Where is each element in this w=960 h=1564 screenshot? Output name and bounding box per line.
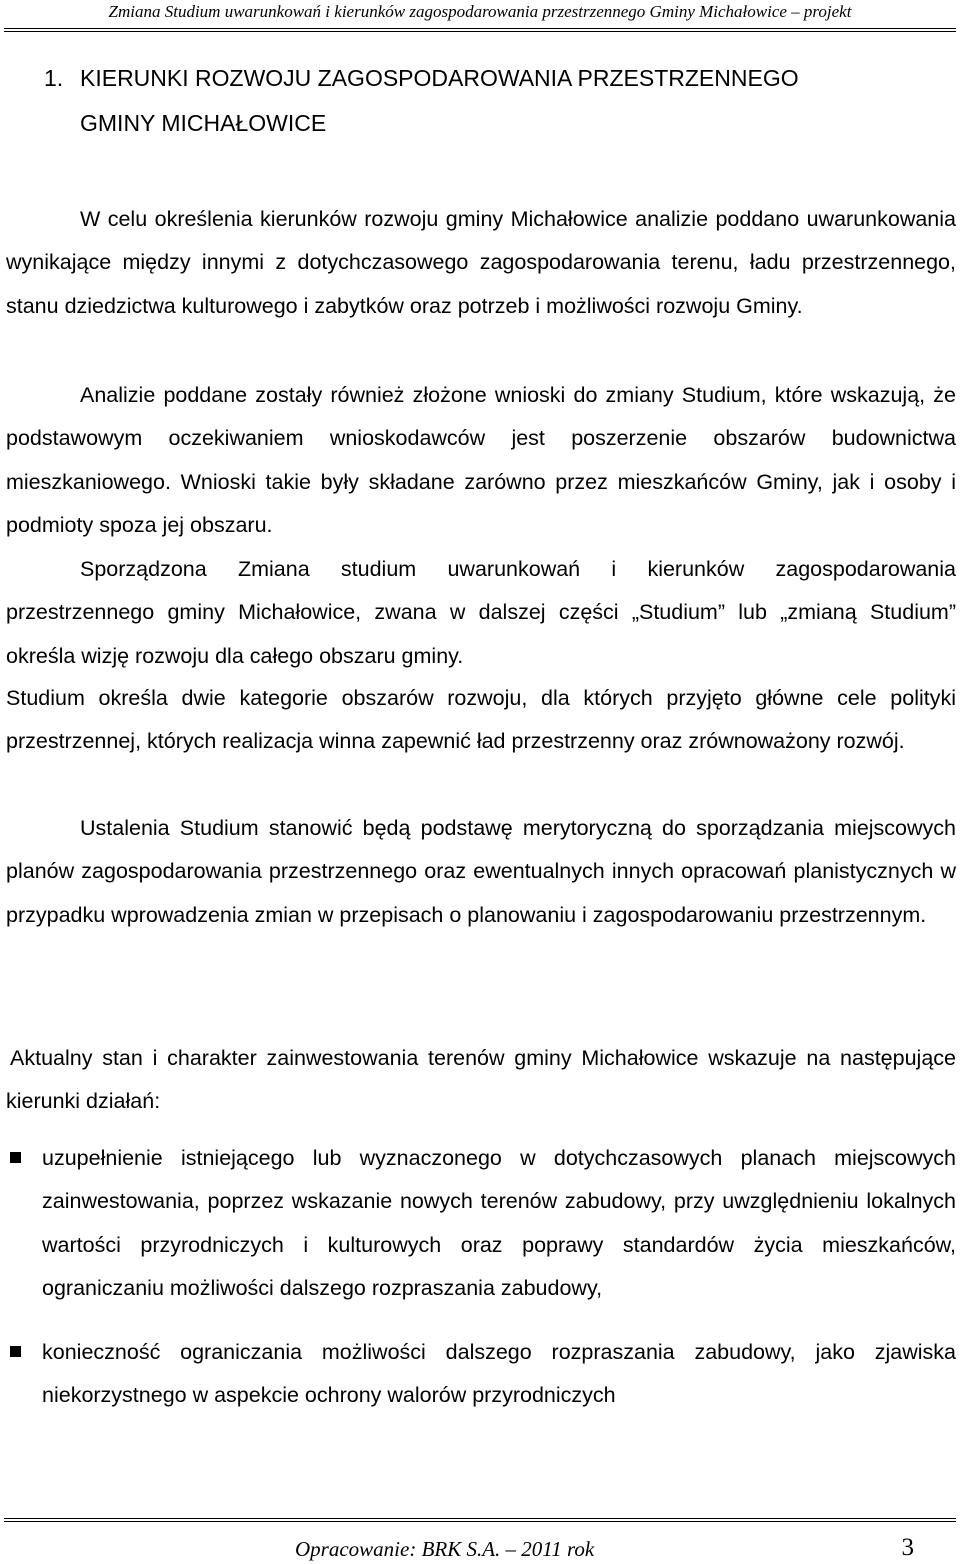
list-item — [6, 1331, 956, 1418]
paragraph: Sporządzona Zmiana studium uwarunkowań i kierunków zagospodarowania przestrzennego gminy Michałowice, zwana w dalszej części „Studium” lub „zmianą Studium” określa wizję rozwoju dla całego obszaru gminy. — [6, 557, 956, 668]
square-bullet-icon — [10, 1346, 21, 1357]
section-heading — [44, 56, 924, 146]
running-header: Zmiana Studium uwarunkowań i kierunków zagospodarowania przestrzennego Gminy Michałowice – projekt — [108, 2, 852, 21]
header-rule — [4, 28, 956, 29]
footer-rule — [4, 1521, 956, 1522]
paragraph: W celu określenia kierunków rozwoju gminy Michałowice analizie poddano uwarunkowania wynikające między innymi z dotychczasowego zagospodarowania terenu, ładu przestrzennego, stanu dziedzictwa kulturowego i zabytków oraz potrzeb i możliwości rozwoju Gminy. — [6, 207, 956, 318]
paragraph: Analizie poddane zostały również złożone wnioski do zmiany Studium, które wskazują, że podstawowym oczekiwaniem wnioskodawców jest poszerzenie obszarów budownictwa mieszkaniowego. Wnioski takie były składane zarówno przez mieszkańców Gminy, jak i osoby i podmioty spoza jej obszaru. — [6, 383, 956, 538]
list-item-text: uzupełnienie istniejącego lub wyznaczonego w dotychczasowych planach miejscowych zainwestowania, poprzez wskazanie nowych terenów zabudowy, przy uwzględnieniu lokalnych wartości przyrodniczych i kulturowych oraz poprawy standardów życia mieszkańców, ograniczaniu możliwości dalszego rozpraszania zabudowy, — [42, 1146, 956, 1301]
footer-credit: Opracowanie: BRK S.A. – 2011 rok — [295, 1537, 595, 1561]
square-bullet-icon — [10, 1152, 21, 1163]
list-item-text: konieczność ograniczania możliwości dalszego rozpraszania zabudowy, jako zjawiska niekorzystnego w aspekcie ochrony walorów przyrodniczych — [42, 1339, 956, 1408]
directions-list — [6, 1137, 956, 1417]
section-title-line1: KIERUNKI ROZWOJU ZAGOSPODAROWANIA PRZESTRZENNEGO — [80, 65, 799, 91]
paragraph: Aktualny stan i charakter zainwestowania terenów gminy Michałowice wskazuje na następujące kierunki działań: — [6, 1046, 956, 1114]
header-rule — [4, 31, 956, 32]
section-title-line2: GMINY MICHAŁOWICE — [80, 110, 327, 136]
list-item — [6, 1137, 956, 1311]
paragraph: Ustalenia Studium stanowić będą podstawę merytoryczną do sporządzania miejscowych planów zagospodarowania przestrzennego oraz ewentualnych innych opracowań planistycznych w przypadku wprowadzenia zmian w przepisach o planowaniu i zagospodarowaniu przestrzennym. — [6, 816, 956, 927]
paragraph: Studium określa dwie kategorie obszarów rozwoju, dla których przyjęto główne cele polityki przestrzennej, których realizacja winna zapewnić ład przestrzenny oraz zrównoważony rozwój. — [6, 686, 956, 754]
footer-rule — [4, 1518, 956, 1519]
page-number: 3 — [901, 1534, 914, 1561]
section-number: 1. — [44, 65, 64, 91]
